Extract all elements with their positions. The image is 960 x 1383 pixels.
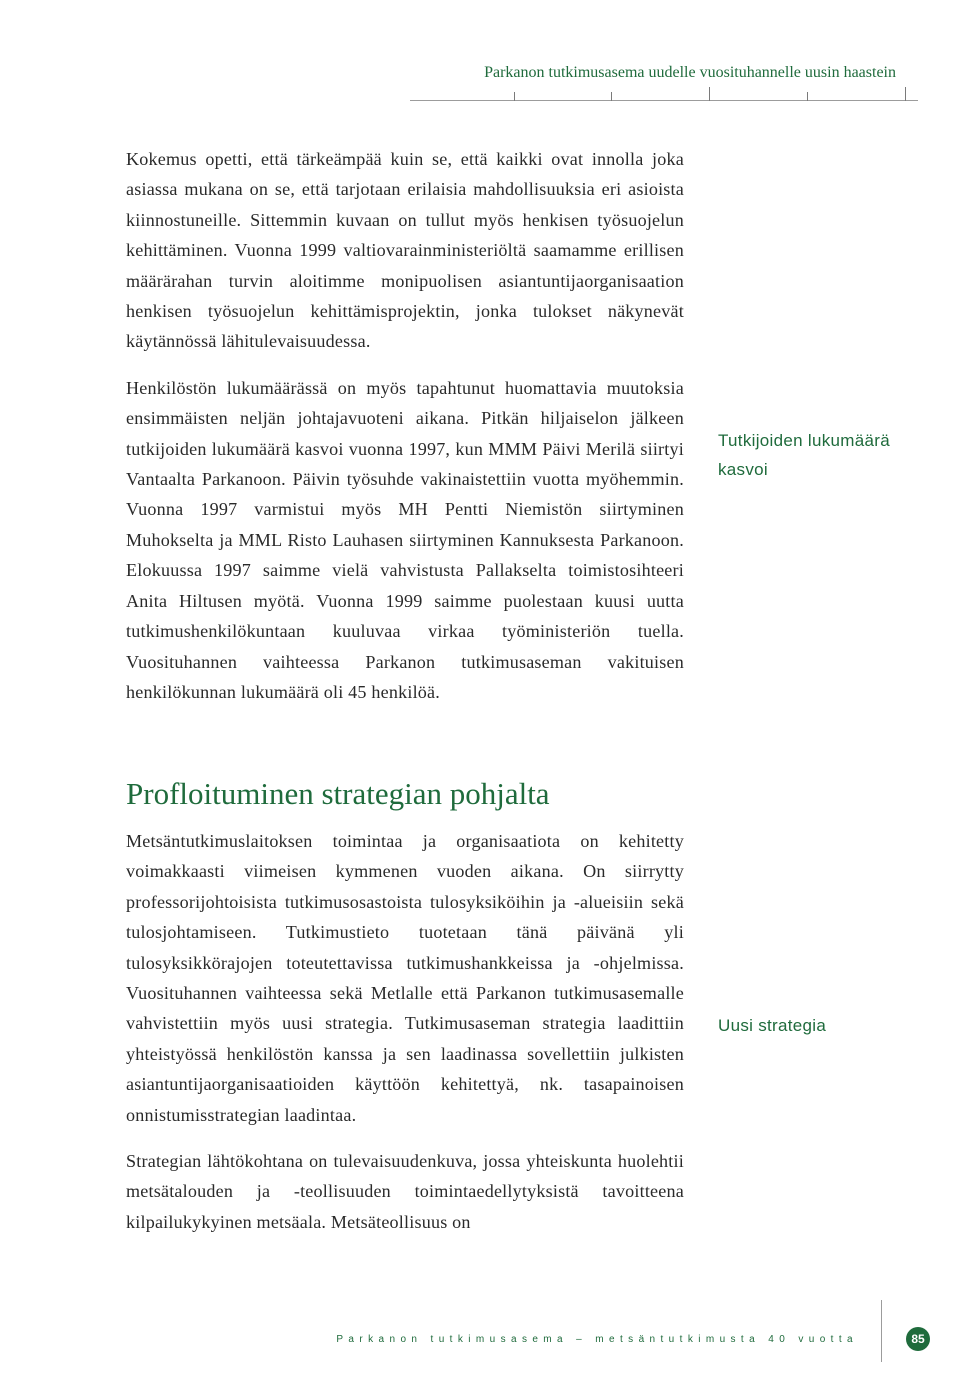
running-title: Parkanon tutkimusasema uudelle vuosituhannelle uusin haastein	[484, 64, 896, 81]
header-tick	[807, 92, 808, 101]
footer-publication: Parkanon tutkimusasema – metsäntutkimusta 40 vuotta	[336, 1334, 858, 1345]
body-column-bottom	[126, 826, 684, 1237]
paragraph-strategy-basis: Strategian lähtökohtana on tulevaisuudenkuva, jossa yhteiskunta huolehtii metsätalouden ja -teollisuuden toimintaedellytyksistä tavoitteena kilpailukykyinen metsäala. Metsäteollisuus on	[126, 1151, 684, 1232]
section-title: Profloituminen strategian pohjalta	[126, 776, 550, 811]
header-tick	[611, 92, 612, 101]
page-number-badge: 85	[906, 1327, 930, 1351]
footer-rule	[881, 1300, 882, 1362]
side-note-staff: Tutkijoiden lukumäärä kasvoi	[718, 431, 890, 479]
header-rule	[410, 100, 918, 101]
side-note-strategy: Uusi strategia	[718, 1016, 827, 1035]
header-tick	[514, 92, 515, 101]
body-column-top	[126, 144, 684, 707]
paragraph-staff-changes: Henkilöstön lukumäärässä on myös tapahtunut huomattavia muutoksia ensimmäisten neljän johtajavuoteni aikana. Pitkän hiljaiselon jälkeen tutkijoiden lukumäärä kasvoi vuonna 1997, kun MMM Päivi Merilä siirtyi Vantaalta Parkanoon. Päivin työsuhde vakinaistettiin vuotta myöhemmin. Vuonna 1997 varmistui myös MH Pentti Niemistön siirtyminen Muhokselta ja MML Risto Lauhasen siirtyminen Kannuksesta Parkanoon. Elokuussa 1997 saimme vielä vahvistusta Pallakselta toimistosihteeri Anita Hiltusen myötä. Vuonna 1999 saimme puolestaan kuusi uutta tutkimushenkilökuntaan kuuluvaa virkaa työministeriön tuella. Vuosituhannen vaihteessa Parkanon tutkimusaseman vakituisen henkilökunnan lukumäärä oli 45 henkilöä.	[126, 377, 684, 702]
paragraph-organisation: Metsäntutkimuslaitoksen toimintaa ja organisaatiota on kehitetty voimakkaasti viimeisen kymmenen vuoden aikana. On siirrytty professorijohtoisista tutkimusosastoista tulosyksiköihin ja -alueisiin sekä tulosjohtamiseen. Tutkimustieto tuotetaan tänä päivänä yli tulosyksikkörajojen toteutettavissa tutkimushankkeissa ja -ohjelmissa. Vuosituhannen vaihteessa sekä Metlalle että Parkanon tutkimusasemalle vahvistettiin myös uusi strategia. Tutkimusaseman strategia laadittiin yhteistyössä henkilöstön kanssa ja sen laadinassa sovellettiin julkisten asiantuntijaorganisaatioiden käyttöön kehitettyä, nk. tasapainoisen onnistumisstrategian laadintaa.	[126, 831, 684, 1125]
header-tick	[905, 87, 906, 101]
header-tick	[709, 87, 710, 101]
paragraph-work-environment: Kokemus opetti, että tärkeämpää kuin se, että kaikki ovat innolla joka asiassa mukana on se, että tarjotaan erilaisia mahdollisuuksia eri asioista kiinnostuneille. Sittemmin kuvaan on tullut myös henkisen työsuojelun kehittäminen. Vuonna 1999 valtiovarainministeriöltä saamamme erillisen määrärahan turvin aloitimme monipuolisen asiantuntijaorganisaation henkisen työsuojelun kehittämisprojektin, jonka tulokset näkynevät käytännössä lähitulevaisuudessa.	[126, 149, 684, 352]
